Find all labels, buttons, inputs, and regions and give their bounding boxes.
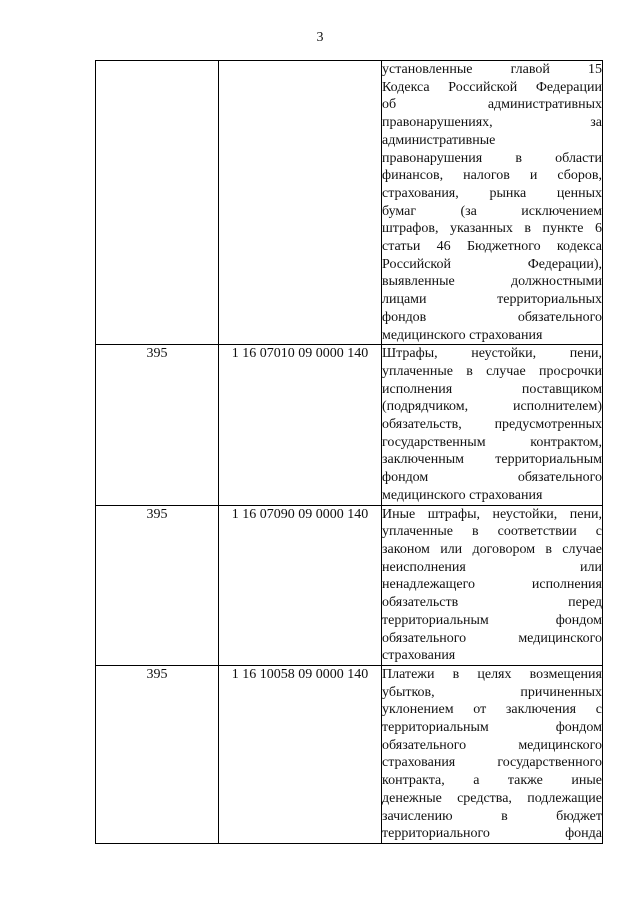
description-word: неустойки, [492, 506, 558, 522]
description-word: 6 [594, 221, 602, 237]
description-line [382, 381, 602, 399]
description-word: причиненных [520, 684, 602, 700]
description-line [382, 737, 602, 755]
description-line [382, 114, 602, 132]
description-line [382, 576, 602, 594]
description-word: или [580, 559, 602, 575]
description-line [382, 790, 602, 808]
description-word: рынка [489, 185, 527, 201]
description-word: ненадлежащего [382, 577, 476, 593]
admin-code-cell [96, 61, 219, 345]
description-word: в [501, 808, 508, 824]
description-word: территориальных [497, 292, 602, 308]
page-number: 3 [316, 30, 324, 45]
description-line [382, 684, 602, 702]
description-line [382, 256, 602, 274]
description-word: законом [382, 541, 430, 557]
description-line [382, 701, 602, 719]
description-word: Бюджетного [466, 239, 541, 255]
description-word: пункте [542, 221, 584, 237]
description-word: установленные [382, 62, 473, 77]
description-word: исключением [521, 203, 602, 219]
description-word: территориальным [382, 720, 489, 736]
description-word: фондом [382, 470, 429, 486]
description-word: фондом [555, 720, 602, 736]
description-word: территориальным [495, 452, 602, 468]
description-word: территориальным [382, 612, 489, 628]
description-word: Федерации [535, 79, 602, 95]
description-word: иные [571, 773, 602, 789]
description-word: возмещения [529, 666, 602, 682]
classification-code-cell: 1 16 07090 09 0000 140 [219, 505, 382, 665]
description-word: обязательств [382, 595, 459, 611]
description-word: денежные [382, 790, 442, 806]
description-line [382, 630, 602, 648]
description-word: выявленные [382, 274, 455, 290]
description-word: штрафы, [427, 506, 480, 522]
description-line [382, 772, 602, 790]
description-line [382, 506, 602, 524]
table-row [96, 505, 603, 665]
description-line [382, 238, 602, 256]
description-word: медицинского [518, 737, 602, 753]
description-word: 46 [436, 239, 451, 255]
description-word: территориального [382, 826, 490, 842]
description-word: государственного [497, 755, 602, 771]
description-word: с [595, 702, 602, 718]
description-line [382, 451, 602, 469]
budget-revenue-table [95, 60, 603, 844]
description-line [382, 825, 602, 843]
description-word: Российской [382, 256, 451, 272]
description-word: подлежащие [527, 790, 602, 806]
description-line [382, 666, 602, 684]
description-line: медицинского страхования [382, 327, 543, 343]
description-word: целях [477, 666, 512, 682]
description-word: (за [460, 203, 477, 219]
description-cell [382, 665, 603, 843]
description-word: пени, [569, 346, 602, 362]
description-word: должностными [510, 274, 602, 290]
description-word: договором [472, 541, 536, 557]
description-word: обязательств, [382, 417, 462, 433]
description-line: медицинского страхования [382, 487, 543, 503]
admin-code-cell: 395 [96, 345, 219, 505]
description-word: финансов, [382, 168, 444, 184]
classification-code-cell: 1 16 07010 09 0000 140 [219, 345, 382, 505]
table-row [96, 665, 603, 843]
description-word: области [555, 150, 602, 166]
description-word: обязательного [382, 737, 467, 753]
table-row [96, 345, 603, 505]
description-word: уплаченные [382, 363, 453, 379]
description-word: пени, [569, 506, 602, 522]
description-line [382, 79, 602, 97]
description-word: в [466, 363, 473, 379]
description-word: предусмотренных [494, 417, 602, 433]
description-line [382, 469, 602, 487]
description-word: ценных [556, 185, 602, 201]
description-word: государственным [382, 434, 486, 450]
description-word: (подрядчиком, [382, 399, 469, 415]
description-cell [382, 345, 603, 505]
description-word: Кодекса [382, 79, 430, 95]
description-line [382, 291, 602, 309]
table-row [96, 61, 603, 345]
description-word: а [473, 773, 480, 789]
description-word: или [440, 541, 463, 557]
description-cell [382, 61, 603, 345]
description-line [382, 541, 602, 559]
description-line [382, 808, 602, 826]
description-line [382, 203, 602, 221]
description-word: зачислению [382, 808, 453, 824]
description-word: исполнения [531, 577, 602, 593]
description-word: кодекса [556, 239, 602, 255]
description-word: в [472, 524, 479, 540]
description-word: обязательного [382, 630, 467, 646]
description-word: страхования, [382, 185, 459, 201]
description-line [382, 719, 602, 737]
description-word: в [545, 541, 552, 557]
description-word: исполнителем) [512, 399, 602, 415]
description-word: контракта, [382, 773, 445, 789]
description-word: Российской [448, 79, 518, 95]
description-word: просрочки [538, 363, 602, 379]
description-word: Федерации), [527, 256, 602, 272]
description-word: лицами [382, 292, 427, 308]
classification-code-cell [219, 61, 382, 345]
description-line [382, 754, 602, 772]
description-word: правонарушениях, [382, 115, 493, 131]
description-word: статьи [382, 239, 421, 255]
description-line [382, 167, 602, 185]
description-word: 15 [587, 62, 602, 77]
description-line [382, 523, 602, 541]
description-word: об [382, 97, 397, 113]
description-word: случае [486, 363, 526, 379]
description-word: неустойки, [471, 346, 537, 362]
description-word: административных [487, 97, 602, 113]
description-word: и [529, 168, 538, 184]
description-line: страхования [382, 648, 456, 664]
description-word: поставщиком [521, 381, 602, 397]
description-word: Платежи [382, 666, 435, 682]
description-word: соответствии [497, 524, 577, 540]
description-line [382, 61, 602, 79]
description-word: обязательного [517, 470, 602, 486]
description-line [382, 416, 602, 434]
description-line [382, 309, 602, 327]
description-line [382, 150, 602, 168]
description-word: фондов [382, 309, 427, 325]
description-word: сборов, [557, 168, 602, 184]
description-line [382, 363, 602, 381]
description-word: фонда [565, 826, 602, 842]
description-word: с [595, 524, 602, 540]
description-line [382, 559, 602, 577]
description-word: неисполнения [382, 559, 466, 575]
description-cell [382, 505, 603, 665]
description-word: заключенным [382, 452, 464, 468]
description-word: налогов [463, 168, 510, 184]
description-word: бюджет [556, 808, 602, 824]
description-line: административные [382, 132, 496, 148]
description-word: исполнения [382, 381, 453, 397]
description-word: средства, [457, 790, 512, 806]
description-word: в [452, 666, 460, 682]
description-word: в [524, 221, 532, 237]
description-word: в [515, 150, 522, 166]
description-word: правонарушения [382, 150, 483, 166]
description-word: контрактом, [530, 434, 602, 450]
description-word: Иные [382, 506, 416, 522]
description-word: обязательного [517, 309, 602, 325]
description-word: за [590, 115, 602, 131]
description-line [382, 185, 602, 203]
description-word: перед [568, 595, 602, 611]
description-word: уклонением [382, 702, 454, 718]
description-line [382, 612, 602, 630]
description-line [382, 434, 602, 452]
description-word: убытков, [382, 684, 435, 700]
description-line [382, 345, 602, 363]
description-word: случае [562, 541, 602, 557]
description-line [382, 398, 602, 416]
description-word: бумаг [382, 203, 417, 219]
table-body [96, 61, 603, 844]
description-line [382, 594, 602, 612]
description-line [382, 96, 602, 114]
description-line [382, 220, 602, 238]
admin-code-cell: 395 [96, 505, 219, 665]
description-word: Штрафы, [382, 346, 438, 362]
description-word: страхования [382, 755, 456, 771]
description-word: также [507, 773, 543, 789]
description-word: указанных [449, 221, 513, 237]
classification-code-cell: 1 16 10058 09 0000 140 [219, 665, 382, 843]
description-word: штрафов, [382, 221, 439, 237]
description-word: уплаченные [382, 524, 453, 540]
description-word: медицинского [518, 630, 602, 646]
description-word: главой [510, 62, 550, 77]
admin-code-cell: 395 [96, 665, 219, 843]
description-word: заключения [505, 702, 577, 718]
description-word: от [473, 702, 487, 718]
description-line [382, 273, 602, 291]
description-word: фондом [555, 612, 602, 628]
